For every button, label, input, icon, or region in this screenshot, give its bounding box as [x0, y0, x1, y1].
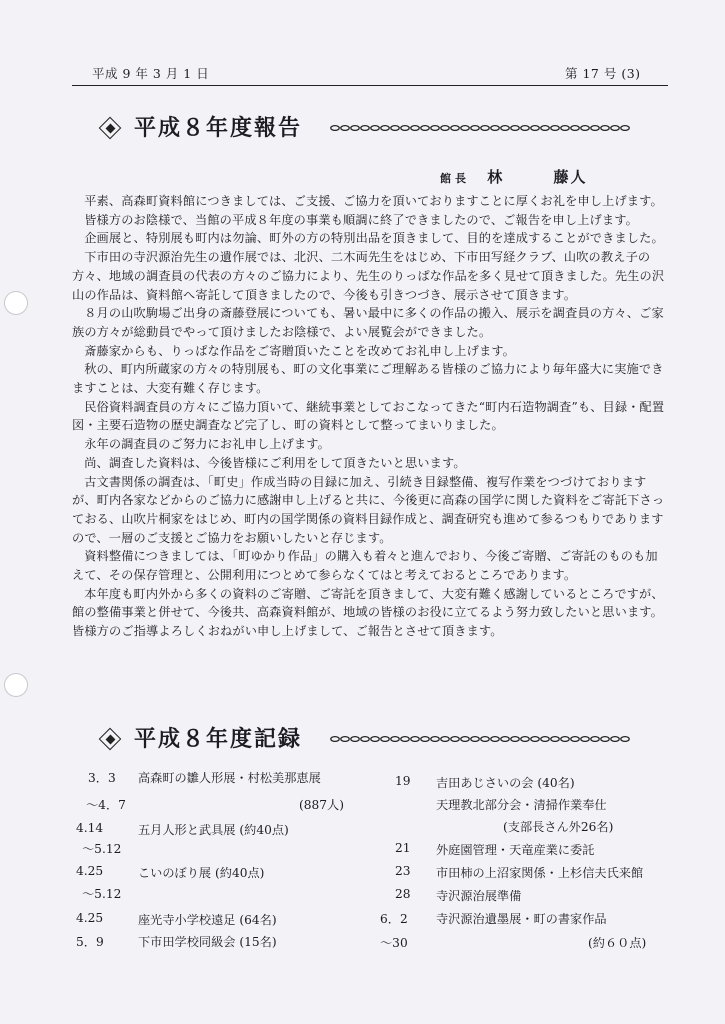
report-paragraph: 尚、調査した資料は、今後皆様にご利用をして頂きたいと思います。: [84, 455, 466, 470]
report-paragraph: ８月の山吹駒場ご出身の斎藤登展についても、暑い最中に多くの作品の搬入、展示を調査員の方々、ご家族の方々が総動員でやって頂けましたお陰様で、よい展覧会ができました。: [72, 306, 664, 339]
author-role: 館長: [440, 172, 470, 185]
report-paragraph: 秋の、町内所蔵家の方々の特別展も、町の文化事業にご理解ある皆様のご協力により毎年盛大に実施できますことは、大変有難く存じます。: [72, 362, 664, 396]
binder-hole: [4, 291, 28, 315]
report-paragraph: 本年度も町内外から多くの資料のご寄贈、ご寄託を頂きまして、大変有難く感謝しているところですが、館の整備事業と併せて、今後共、高森資料館が、地域の皆様のお役に立てるよう努力致したいと思います。皆様方のご指導よろしくおねがい申し上げまして、ご報告とさせて頂きます。: [72, 586, 664, 639]
diamond-bullet-icon: [100, 118, 120, 138]
record-date: ～30: [380, 936, 408, 950]
diamond-bullet-icon: [100, 729, 120, 749]
issue-number: 第 17 号 (3): [565, 66, 641, 81]
binder-hole: [4, 673, 28, 697]
report-paragraph: 企画展と、特別展も町内は勿論、町外の方の特別出品を頂きまして、目的を達成することができました。: [84, 231, 664, 246]
report-body: [72, 192, 668, 641]
record-date: 19: [395, 774, 411, 788]
issue-date: 平成 9 年 3 月 1 日: [92, 66, 210, 81]
record-event: 市田柿の上沼家関係・上杉信夫氏来館: [436, 866, 644, 880]
report-paragraph: 平素、高森町資料館につきましては、ご支援、ご協力を頂いておりますことに厚くお礼を申し上げます。: [84, 194, 663, 208]
record-date: 4.25: [76, 911, 104, 925]
record-date: 21: [395, 841, 411, 855]
record-date: ～5.12: [82, 887, 122, 901]
report-paragraph: 皆様方のお陰様で、当館の平成８年度の事業も順調に終了できましたので、ご報告を申し上げます。: [84, 212, 638, 227]
header-rule: [72, 85, 668, 86]
record-date: 5．9: [76, 935, 104, 949]
chain-ornament: [330, 124, 630, 132]
record-event: 吉田あじさいの会 (40名): [436, 776, 575, 790]
report-paragraph: 永年の調査員のご努力にお礼申し上げます。: [84, 437, 330, 452]
report-paragraph: 資料整備につきましては、「町ゆかり作品」の購入も着々と進んでおり、今後ご寄贈、ご寄託のものも加えて、その保存管理と、公開利用につとめて参らなくてはと考えておるところであります。: [72, 549, 658, 583]
record-event: (約６０点): [588, 936, 647, 950]
report-paragraph: 民俗資料調査員の方々にご協力頂いて、継続事業としておこなってきた“町内石造物調査”も、目録・配置図・主要石造物の歴史調査など完了し、町の資料として整ってまいりました。: [72, 399, 665, 433]
author-line: [440, 166, 588, 187]
record-date: 4.25: [76, 864, 104, 878]
chain-ornament: [330, 735, 630, 743]
record-event: (887人): [299, 798, 344, 812]
record-date: 23: [395, 864, 411, 878]
section-title-report: 平成８年度報告: [134, 115, 303, 141]
record-event: こいのぼり展 (約40点): [138, 866, 265, 880]
record-event: (支部長さん外26名): [503, 820, 614, 834]
report-paragraph: 下市田の寺沢源治先生の遺作展では、北沢、二木両先生をはじめ、下市田写経クラブ、山吹の教え子の方々、地域の調査員の代表の方々のご協力により、先生のりっぱな作品を多く見せて頂きました。先生の沢山の作品は、資料館へ寄託して頂きましたので、今後も引きつづき、展示させて頂きます。: [72, 250, 665, 302]
record-date: ～5.12: [82, 842, 122, 856]
report-paragraph: 斎藤家からも、りっぱな作品をご寄贈頂いたことを改めてお礼申し上げます。: [84, 343, 516, 358]
record-event: 下市田学校同級会 (15名): [138, 935, 277, 949]
record-date: 6．2: [380, 912, 408, 926]
record-date: 28: [395, 887, 411, 901]
record-date: 3．3: [88, 771, 116, 785]
author-given-name: 藤人: [553, 168, 588, 186]
record-event: 座光寺小学校遠足 (64名): [138, 913, 277, 927]
report-paragraph: 古文書関係の調査は、「町史」作成当時の目録に加え、引続き目録整備、複写作業をつづけておりますが、町内各家などからのご協力に感謝申し上げると共に、今後更に高森の国学に関した資料をご寄託下さっておる、山吹片桐家をはじめ、町内の国学関係の資料目録作成と、調査研究も進めて参るつもりでありますので、一層のご支援とご協力をお願いしたいと存じます。: [72, 474, 665, 545]
author-family-name: 林: [487, 168, 511, 186]
record-event: 寺沢源治展準備: [436, 889, 522, 903]
record-date: 4.14: [76, 821, 104, 835]
record-event: 寺沢源治遺墨展・町の書家作品: [436, 912, 607, 926]
record-date: ～4．7: [86, 798, 126, 812]
section-title-records: 平成８年度記録: [134, 726, 303, 752]
record-event: 外庭園管理・天竜産業に委託: [436, 843, 595, 857]
record-event: 五月人形と武具展 (約40点): [138, 823, 289, 837]
record-event: 天理教北部分会・清掃作業奉仕: [436, 798, 607, 812]
record-event: 高森町の雛人形展・村松美那恵展: [138, 771, 321, 785]
